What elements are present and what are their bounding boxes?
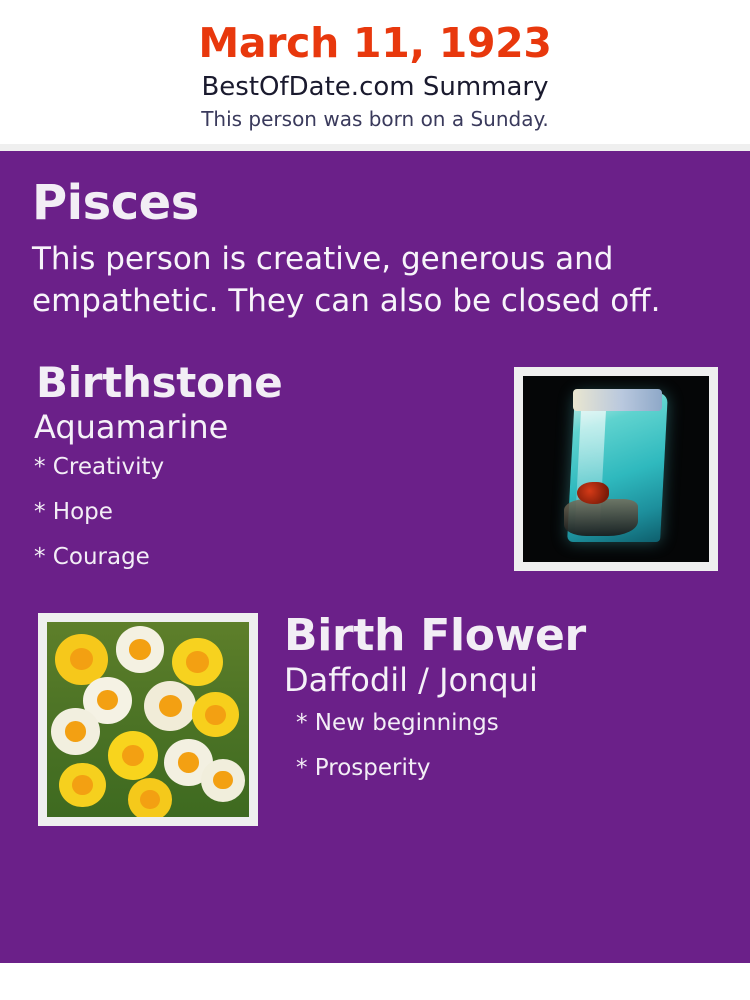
flower-bloom	[201, 759, 245, 802]
flower-bloom	[59, 763, 105, 808]
details-panel	[0, 151, 750, 963]
birthstone-section	[32, 358, 718, 591]
flower-bloom	[144, 681, 197, 732]
birthstone-image	[514, 367, 718, 571]
list-item: * New beginnings	[296, 709, 499, 736]
birthflower-text	[284, 610, 718, 781]
list-item: * Creativity	[34, 454, 165, 481]
birthstone-name: Aquamarine	[34, 408, 229, 447]
flower-bloom	[192, 692, 238, 737]
daffodil-photo	[47, 622, 249, 817]
zodiac-sign-name: Pisces	[32, 174, 199, 231]
flower-bloom	[172, 638, 223, 687]
crystal-inclusion	[577, 482, 609, 504]
list-item: * Courage	[34, 544, 150, 571]
flower-bloom	[108, 731, 159, 780]
flower-bloom	[128, 778, 172, 817]
aquamarine-photo	[523, 376, 709, 562]
birthstone-title: Birthstone	[36, 358, 283, 408]
site-title: BestOfDate.com Summary	[201, 72, 549, 103]
birth-weekday-note: This person was born on a Sunday.	[201, 106, 549, 131]
birthflower-name: Daffodil / Jonqui	[284, 661, 538, 700]
birthstone-text	[32, 358, 472, 571]
list-item: * Prosperity	[296, 754, 431, 781]
birthstone-traits	[32, 456, 472, 569]
crystal-matrix	[564, 499, 638, 536]
birthflower-traits	[284, 709, 718, 781]
card-header	[0, 0, 750, 144]
flower-bloom	[51, 708, 99, 755]
list-item: * Hope	[34, 499, 113, 526]
birth-date: March 11, 1923	[198, 19, 552, 67]
zodiac-description: This person is creative, generous and empathetic. They can also be closed off.	[32, 241, 661, 320]
header-divider	[0, 144, 750, 151]
crystal-top-facet	[573, 389, 662, 411]
birthflower-section	[32, 610, 718, 833]
birthflower-image	[38, 613, 258, 826]
flower-bloom	[116, 626, 164, 673]
birthflower-title: Birth Flower	[284, 610, 586, 662]
